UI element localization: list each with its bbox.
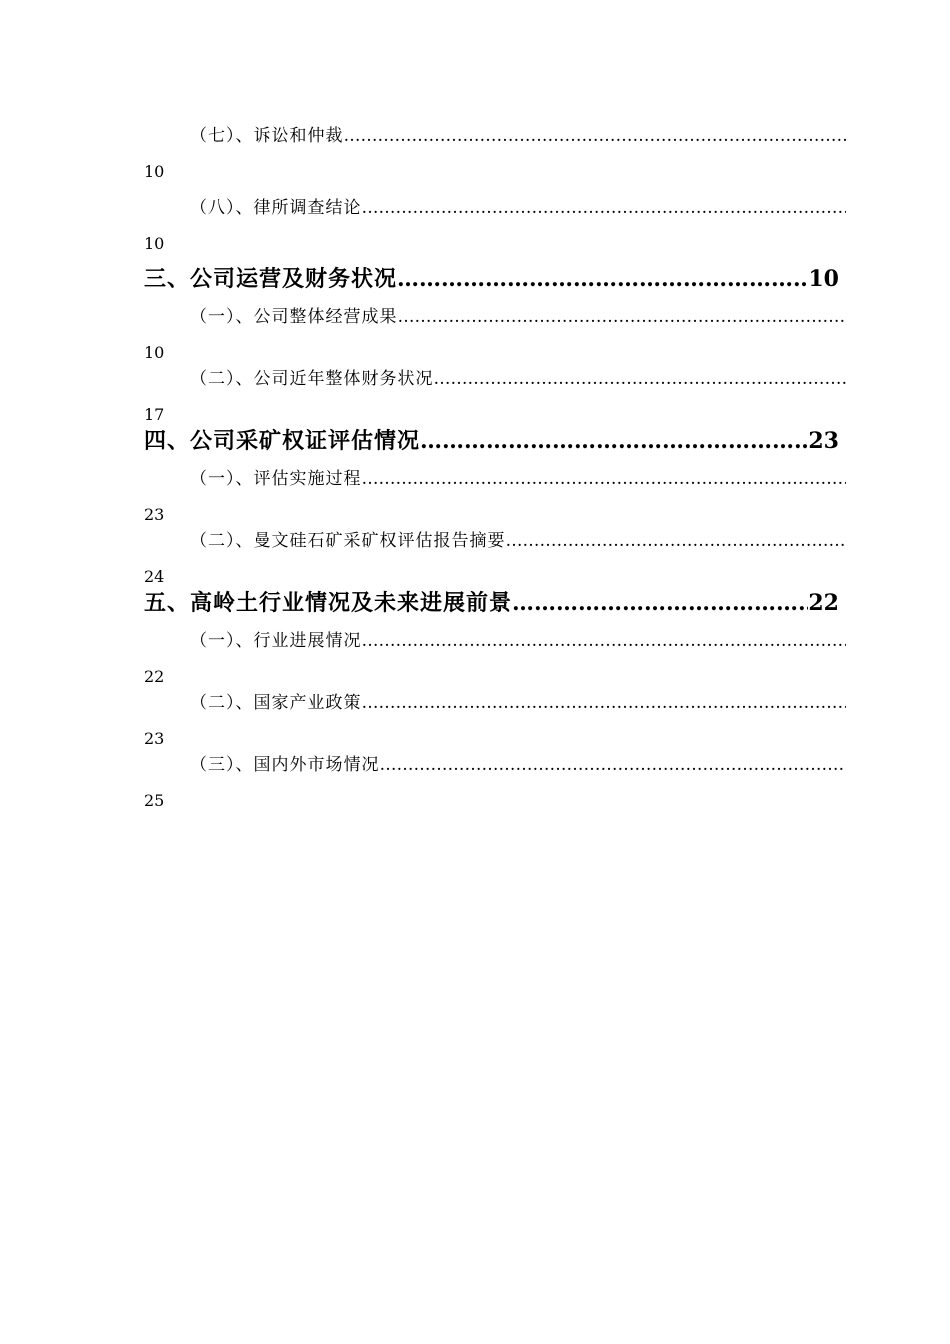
toc-page-number: 23 [808, 428, 839, 454]
toc-section-kaolin-industry[interactable] [144, 588, 839, 618]
toc-entry-label: （二）、公司近年整体财务状况 [190, 369, 434, 389]
toc-page-number: 22 [808, 590, 839, 616]
toc-section-mining-rights-assessment[interactable] [144, 426, 839, 456]
toc-page-number: 10 [144, 343, 165, 362]
dot-leader [362, 467, 847, 491]
toc-section-operations-finance[interactable] [144, 264, 839, 294]
toc-entry-label: （三）、国内外市场情况 [190, 755, 380, 775]
dot-leader [512, 588, 808, 618]
dot-leader [362, 196, 847, 220]
toc-page-number: 25 [144, 791, 165, 810]
toc-entry-label: （一）、公司整体经营成果 [190, 307, 398, 327]
dot-leader [397, 264, 808, 294]
dot-leader [344, 124, 847, 148]
toc-page-number: 22 [144, 667, 165, 686]
dot-leader [398, 305, 847, 329]
toc-page-number: 17 [144, 405, 165, 424]
dot-leader [380, 753, 847, 777]
toc-entry-label: （二）、曼文硅石矿采矿权评估报告摘要 [190, 531, 506, 551]
dot-leader [506, 529, 847, 553]
toc-entry-label: （二）、国家产业政策 [190, 693, 362, 713]
toc-page-number: 23 [144, 505, 165, 524]
toc-entry-label: （一）、评估实施过程 [190, 469, 362, 489]
dot-leader [362, 629, 847, 653]
toc-entry-label: （八）、律所调查结论 [190, 198, 362, 218]
toc-section-label: 三、公司运营及财务状况 [144, 266, 398, 292]
toc-page-number: 23 [144, 729, 165, 748]
toc-section-label: 四、公司采矿权证评估情况 [144, 428, 421, 454]
dot-leader [362, 691, 847, 715]
toc-entry-label: （七）、诉讼和仲裁 [190, 126, 344, 146]
toc-entry-label: （一）、行业进展情况 [190, 631, 362, 651]
toc-page-number: 10 [144, 234, 165, 253]
toc-section-label: 五、高岭土行业情况及未来进展前景 [144, 590, 513, 616]
toc-page-number: 10 [144, 162, 165, 181]
toc-page-number: 24 [144, 567, 165, 586]
dot-leader [434, 367, 847, 391]
dot-leader [420, 426, 808, 456]
toc-page-number: 10 [808, 266, 839, 292]
